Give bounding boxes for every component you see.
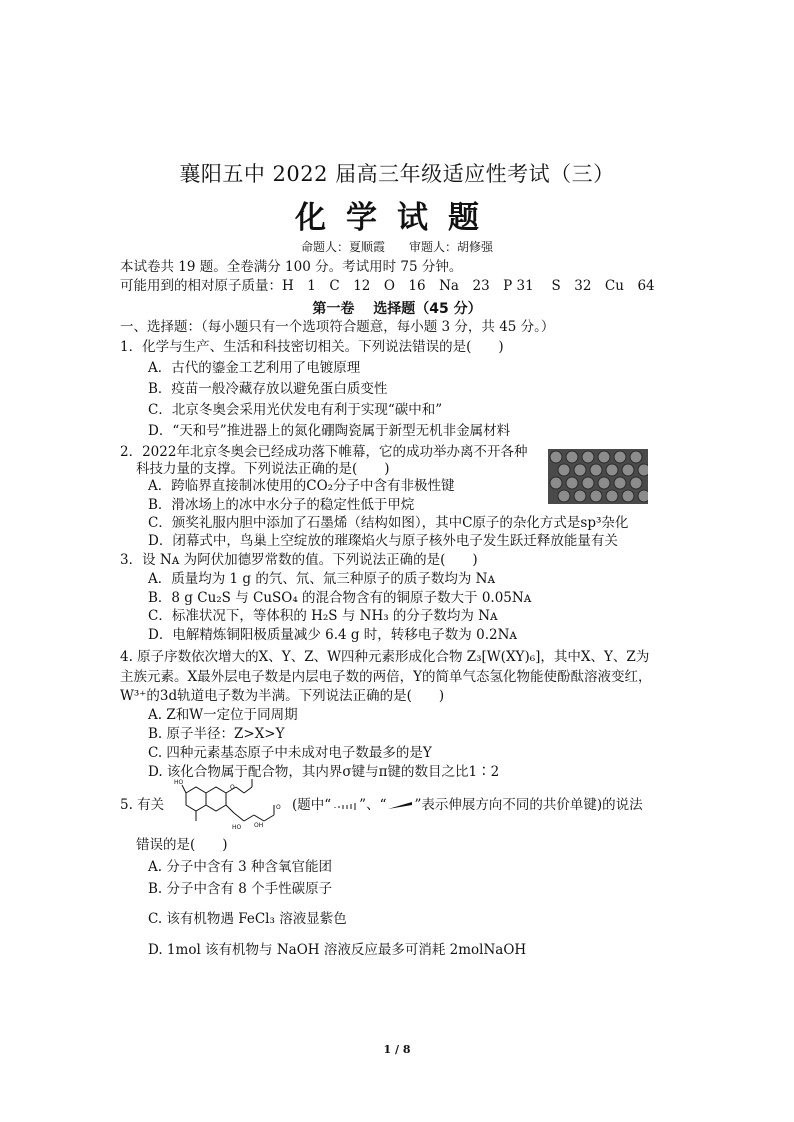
q5-stem-part-4: ”表示伸展方向不同的共价单键)的说法 [414, 797, 643, 813]
q4-option-a: A. Z和W一定位于同周期 [148, 707, 298, 723]
q4-option-c: C. 四种元素基态原子中未成对电子数最多的是Y [148, 745, 432, 761]
q3-option-b: B．8 g Cu₂S 与 CuSO₄ 的混合物含有的铜原子数大于 0.05Nᴀ [148, 590, 532, 606]
page-number: 1 / 8 [383, 1043, 411, 1056]
q2-stem-2: 科技力量的支撑。下列说法正确的是( ) [136, 461, 390, 477]
svg-text:O: O [276, 804, 281, 811]
q2-option-c: C．颁奖礼服内胆中添加了石墨烯（结构如图），其中C原子的杂化方式是sp³杂化 [148, 515, 629, 531]
solid-wedge-bond-icon [386, 801, 414, 811]
q4-stem-1: 4. 原子序数依次增大的X、Y、Z、W四种元素形成化合物 Z₃[W(XY)₆]，其中X、Y、Z为 [120, 649, 650, 665]
q3-stem: 3．设 Nᴀ 为阿伏加德罗常数的值。下列说法正确的是( ) [120, 552, 478, 568]
svg-text:HO: HO [232, 824, 242, 831]
q1-stem: 1．化学与生产、生活和科技密切相关。下列说法错误的是( ) [120, 339, 504, 355]
svg-text:OH: OH [254, 822, 264, 829]
q1-option-b: B．疫苗一般冷藏存放以避免蛋白质变性 [148, 381, 388, 397]
q5-stem-prefix: 5. 有关 [120, 797, 165, 813]
exam-authors [0, 238, 794, 255]
q4-stem-3: W³⁺的3d轨道电子数为半满。下列说法正确的是( ) [120, 688, 445, 704]
exam-title: 襄阳五中 2022 届高三年级适应性考试（三） [179, 162, 615, 186]
q5-option-a: A. 分子中含有 3 种含氧官能团 [148, 859, 333, 875]
organic-structure-image [172, 775, 288, 833]
q5-stem-part-3: ”、“ [359, 797, 387, 813]
graphene-structure-image [548, 449, 648, 504]
svg-text:O: O [230, 784, 235, 791]
q5-option-c: C. 该有机物遇 FeCl₃ 溶液显紫色 [148, 911, 347, 927]
q5-option-b: B. 分子中含有 8 个手性碳原子 [148, 881, 333, 897]
q2-option-d: D．闭幕式中，鸟巢上空绽放的璀璨焰火与原子核外电子发生跃迁释放能量有关 [148, 533, 618, 549]
author-reviewer: 审题人：胡修强 [409, 240, 494, 254]
q3-option-d: D．电解精炼铜阳极质量减少 6.4 g 时，转移电子数为 0.2Nᴀ [148, 627, 518, 643]
q4-option-d: D. 该化合物属于配合物，其内界σ键与π键的数目之比1∶2 [148, 764, 500, 780]
intro-line-1: 本试卷共 19 题。全卷满分 100 分。考试用时 75 分钟。 [120, 259, 463, 275]
intro-line-2: 可能用到的相对原子质量：H 1 C 12 O 16 Na 23 P 31 S 32 Cu 64 [120, 278, 655, 294]
q2-option-b: B．滑冰场上的冰中水分子的稳定性低于甲烷 [148, 497, 415, 513]
exam-subject: 化学试题 [295, 200, 499, 236]
q5-stem-part-2: (题中“ [292, 797, 332, 813]
q5-stem-tail: 错误的是( ) [136, 837, 228, 853]
q4-option-b: B. 原子半径：Z>X>Y [148, 726, 285, 742]
author-setter: 命题人：夏顺霞 [300, 240, 385, 254]
svg-text:HO: HO [174, 779, 184, 786]
q1-option-a: A．古代的鎏金工艺利用了电镀原理 [148, 360, 361, 376]
q1-option-d: D．“天和号”推进器上的氮化硼陶瓷属于新型无机非金属材料 [148, 423, 511, 439]
q4-stem-2: 主族元素。X最外层电子数是内层电子数的两倍，Y的简单气态氢化物能使酚酞溶液变红， [120, 669, 652, 685]
q5-stem-middle [292, 796, 643, 814]
q2-stem-1: 2．2022年北京冬奥会已经成功落下帷幕，它的成功举办离不开各种 [120, 444, 528, 460]
hashed-wedge-bond-icon [331, 801, 359, 811]
q2-option-a: A．跨临界直接制冰使用的CO₂分子中含有非极性键 [148, 478, 455, 494]
q5-option-d: D. 1mol 该有机物与 NaOH 溶液反应最多可消耗 2molNaOH [148, 942, 527, 958]
q3-option-a: A．质量均为 1 g 的氕、氘、氚三种原子的质子数均为 Nᴀ [148, 571, 496, 587]
q1-option-c: C．北京冬奥会采用光伏发电有利于实现“碳中和” [148, 402, 443, 418]
q3-option-c: C．标准状况下，等体积的 H₂S 与 NH₃ 的分子数均为 Nᴀ [148, 608, 498, 624]
section-title: 第一卷 选择题（45 分） [312, 301, 482, 317]
section-instruction: 一、选择题：（每小题只有一个选项符合题意，每小题 3 分，共 45 分。） [120, 319, 555, 335]
